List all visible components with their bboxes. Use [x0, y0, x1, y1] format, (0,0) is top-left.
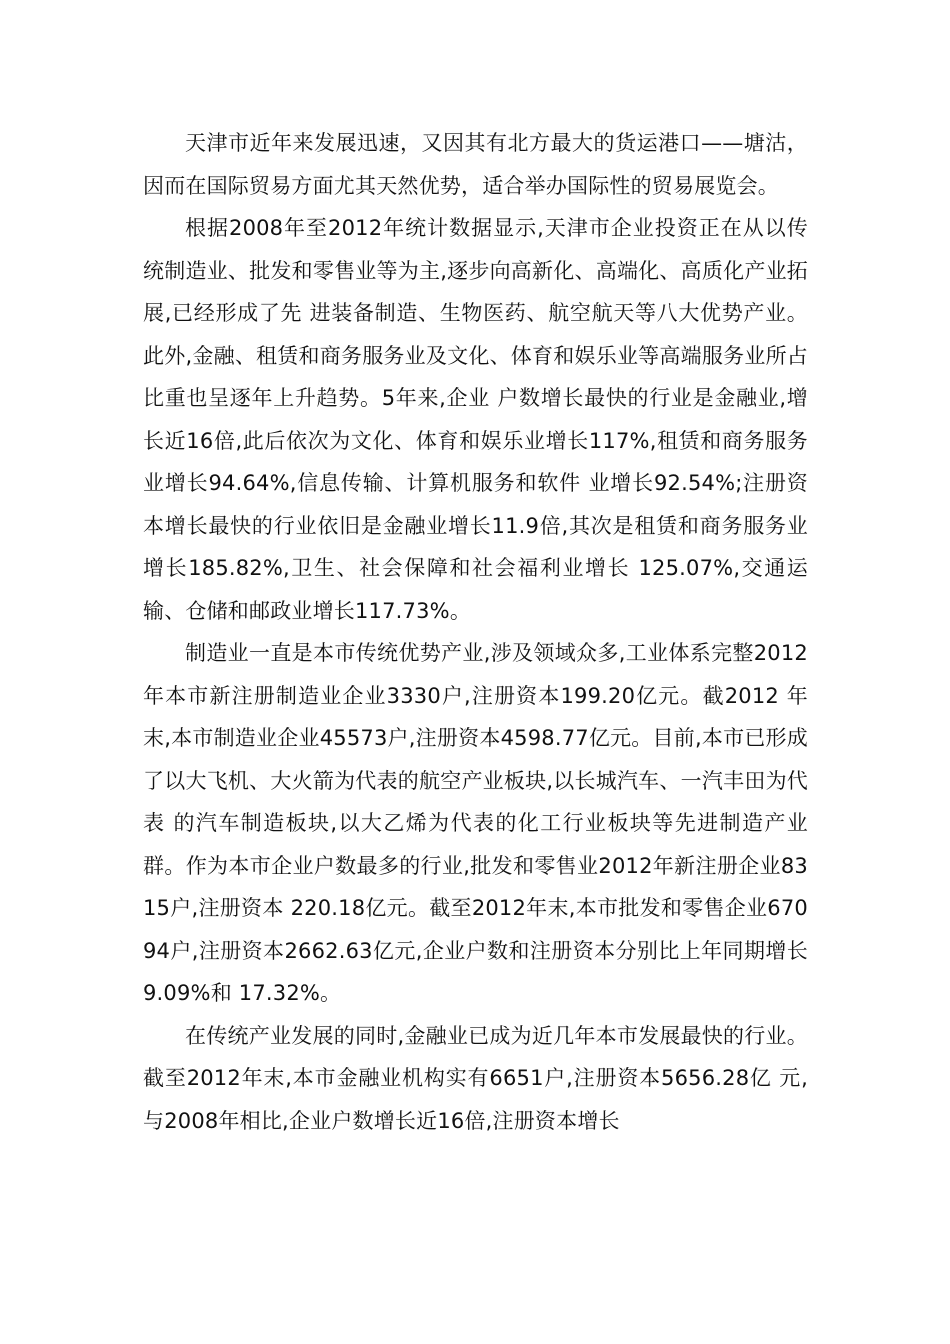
paragraph-tianjin-overview: 天津市近年来发展迅速，又因其有北方最大的货运港口——塘沽，因而在国际贸易方面尤其天然优势，适合举办国际性的贸易展览会。 — [143, 131, 808, 198]
paragraph-investment-statistics: 根据2008年至2012年统计数据显示,天津市企业投资正在从以传统制造业、批发和零售业等为主,逐步向高新化、高端化、高质化产业拓展,已经形成了先 进装备制造、生物医药、航空航天等八大优势产业。此外,金融、租赁和商务服务业及文化、体育和娱乐业等高端服务业所占比重也呈逐年上升趋势。5年来,企业 户数增长最快的行业是金融业,增长近16倍,此后依次为文化、体育和娱乐业增长117%,租赁和商务服务业增长94.64%,信息传输、计算机服务和软件 业增长92.54%;注册资本增长最快的行业依旧是金融业增长11.9倍,其次是租赁和商务服务业增长185.82%,卫生、社会保障和社会福利业增长 125.07%,交通运输、仓储和邮政业增长117.73%。 — [143, 216, 808, 623]
paragraph-manufacturing: 制造业一直是本市传统优势产业,涉及领域众多,工业体系完整2012年本市新注册制造业企业3330户,注册资本199.20亿元。截2012 年末,本市制造业企业45573户,注册资本4598.77亿元。目前,本市已形成了以大飞机、大火箭为代表的航空产业板块,以长城汽车、一汽丰田为代表 的汽车制造板块,以大乙烯为代表的化工行业板块等先进制造产业群。作为本市企业户数最多的行业,批发和零售业2012年新注册企业8315户,注册资本 220.18亿元。截至2012年末,本市批发和零售企业67094户,注册资本2662.63亿元,企业户数和注册资本分别比上年同期增长9.09%和 17.32%。 — [143, 641, 808, 1005]
paragraph-finance: 在传统产业发展的同时,金融业已成为近几年本市发展最快的行业。截至2012年末,本市金融业机构实有6651户,注册资本5656.28亿 元,与2008年相比,企业户数增长近16倍,注册资本增长 — [143, 1023, 808, 1133]
document-body — [143, 122, 808, 1142]
